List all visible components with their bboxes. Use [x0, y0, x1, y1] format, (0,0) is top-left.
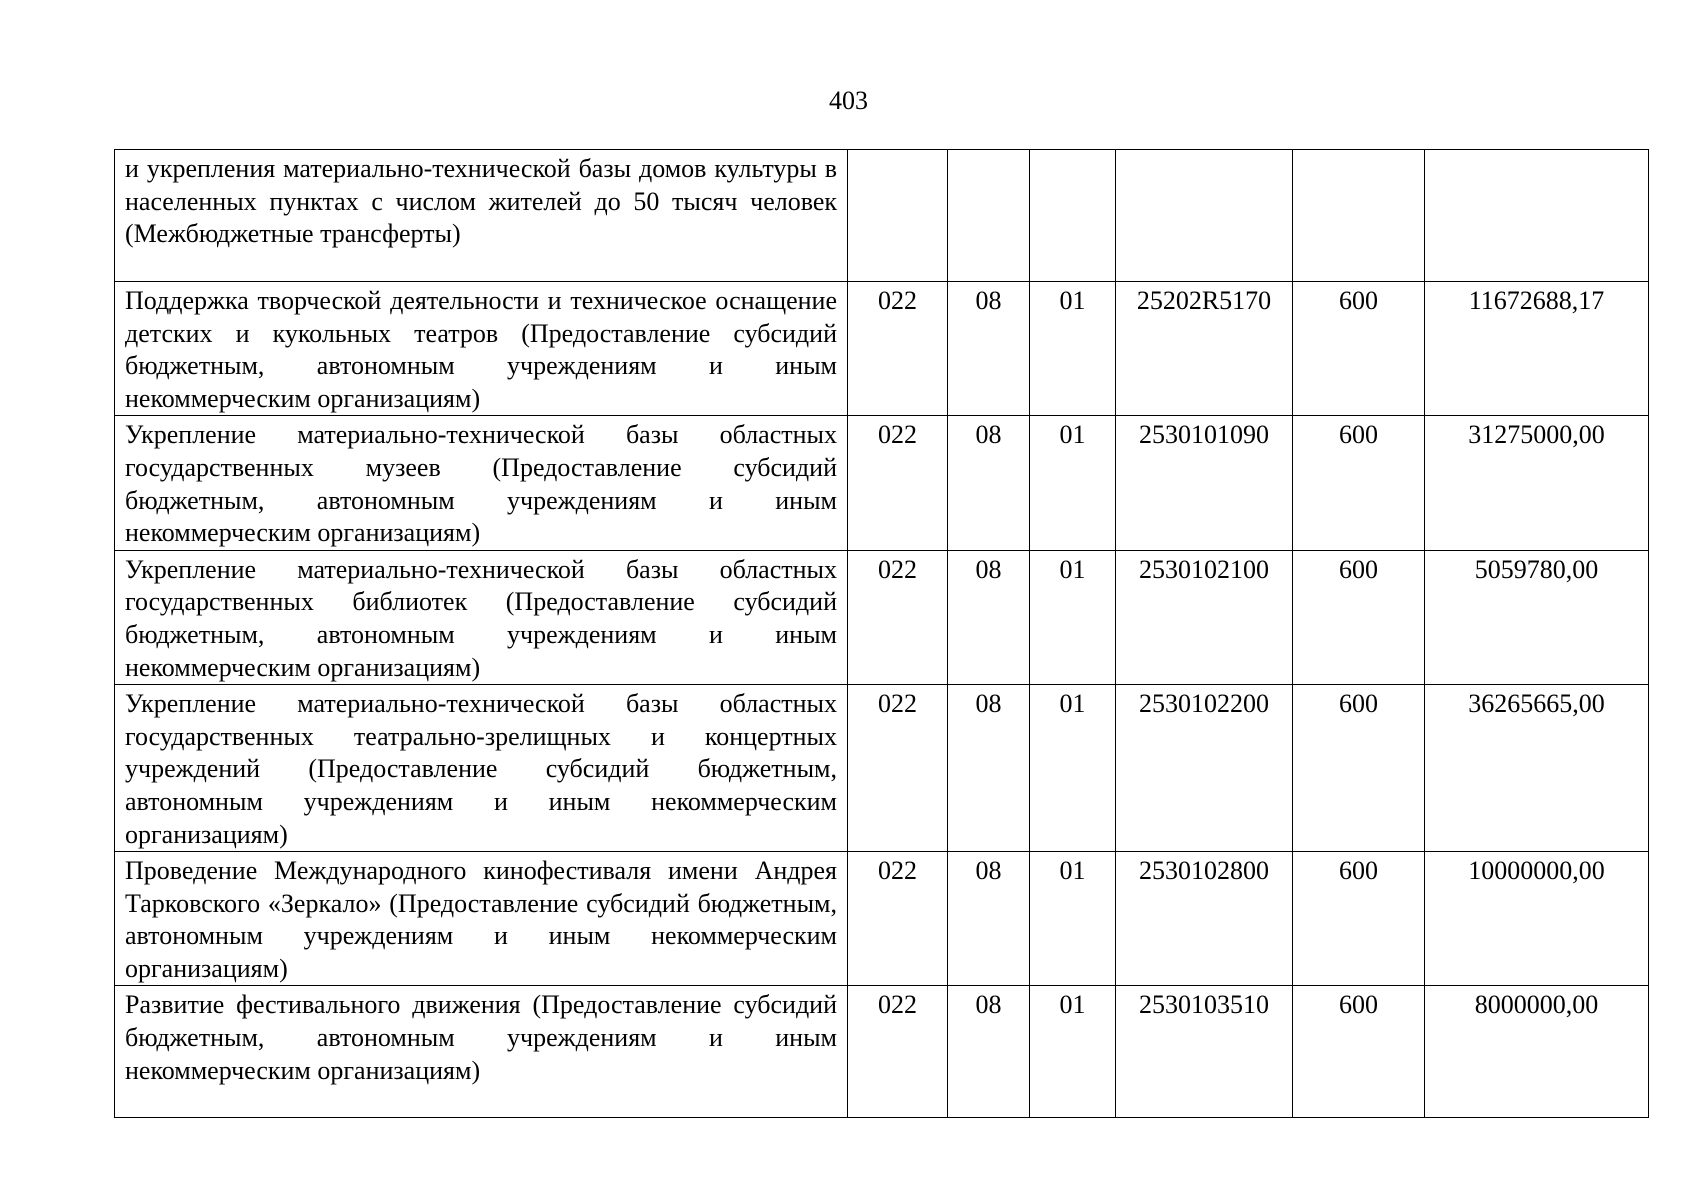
- row-section-code: 08: [948, 852, 1030, 986]
- row-ministry-code: 022: [848, 416, 948, 550]
- row-ministry-code: 022: [848, 852, 948, 986]
- row-target-article: 25202R5170: [1116, 282, 1293, 416]
- row-description: Укрепление материально-технической базы областных государственных библиотек (Предоставление субсидий бюджетным, автономным учреждениям и иным некоммерческим организациям): [115, 550, 848, 684]
- row-subsection-code: 01: [1030, 685, 1116, 852]
- row-expense-type: 600: [1293, 685, 1425, 852]
- row-ministry-code: 022: [848, 282, 948, 416]
- row-expense-type: 600: [1293, 986, 1425, 1118]
- row-expense-type: 600: [1293, 852, 1425, 986]
- row-amount: 8000000,00: [1425, 986, 1649, 1118]
- table-row: [115, 416, 1649, 550]
- row-target-article: 2530101090: [1116, 416, 1293, 550]
- table-row: [115, 986, 1649, 1118]
- row-target-article: 2530102800: [1116, 852, 1293, 986]
- table-row: [115, 282, 1649, 416]
- row-target-article: 2530102100: [1116, 550, 1293, 684]
- row-subsection-code: 01: [1030, 282, 1116, 416]
- row-description: и укрепления материально-технической базы домов культуры в населенных пунктах с числом жителей до 50 тысяч человек (Межбюджетные трансферты): [115, 150, 848, 282]
- row-subsection-code: 01: [1030, 416, 1116, 550]
- row-section-code: 08: [948, 416, 1030, 550]
- row-section-code: [948, 150, 1030, 282]
- row-section-code: 08: [948, 550, 1030, 684]
- table-row: [115, 550, 1649, 684]
- row-target-article: 2530102200: [1116, 685, 1293, 852]
- row-amount: 36265665,00: [1425, 685, 1649, 852]
- row-amount: 5059780,00: [1425, 550, 1649, 684]
- row-subsection-code: [1030, 150, 1116, 282]
- table-row: [115, 150, 1649, 282]
- row-amount: 11672688,17: [1425, 282, 1649, 416]
- row-section-code: 08: [948, 282, 1030, 416]
- row-target-article: [1116, 150, 1293, 282]
- row-subsection-code: 01: [1030, 986, 1116, 1118]
- row-expense-type: 600: [1293, 550, 1425, 684]
- row-description: Проведение Международного кинофестиваля имени Андрея Тарковского «Зеркало» (Предоставление субсидий бюджетным, автономным учреждениям и иным некоммерческим организациям): [115, 852, 848, 986]
- row-ministry-code: 022: [848, 550, 948, 684]
- row-ministry-code: 022: [848, 685, 948, 852]
- budget-table: [114, 149, 1649, 1118]
- row-expense-type: 600: [1293, 416, 1425, 550]
- row-subsection-code: 01: [1030, 852, 1116, 986]
- row-description: Поддержка творческой деятельности и техническое оснащение детских и кукольных театров (Предоставление субсидий бюджетным, автономным учреждениям и иным некоммерческим организациям): [115, 282, 848, 416]
- page-number: 403: [829, 86, 868, 115]
- row-expense-type: 600: [1293, 282, 1425, 416]
- row-amount: [1425, 150, 1649, 282]
- row-target-article: 2530103510: [1116, 986, 1293, 1118]
- row-expense-type: [1293, 150, 1425, 282]
- table-row: [115, 685, 1649, 852]
- row-amount: 10000000,00: [1425, 852, 1649, 986]
- row-ministry-code: [848, 150, 948, 282]
- row-description: Укрепление материально-технической базы областных государственных музеев (Предоставление субсидий бюджетным, автономным учреждениям и иным некоммерческим организациям): [115, 416, 848, 550]
- row-subsection-code: 01: [1030, 550, 1116, 684]
- row-section-code: 08: [948, 986, 1030, 1118]
- row-description: Развитие фестивального движения (Предоставление субсидий бюджетным, автономным учреждениям и иным некоммерческим организациям): [115, 986, 848, 1118]
- row-section-code: 08: [948, 685, 1030, 852]
- row-ministry-code: 022: [848, 986, 948, 1118]
- row-description: Укрепление материально-технической базы областных государственных театрально-зрелищных и концертных учреждений (Предоставление субсидий бюджетным, автономным учреждениям и иным некоммерческим организациям): [115, 685, 848, 852]
- row-amount: 31275000,00: [1425, 416, 1649, 550]
- table-row: [115, 852, 1649, 986]
